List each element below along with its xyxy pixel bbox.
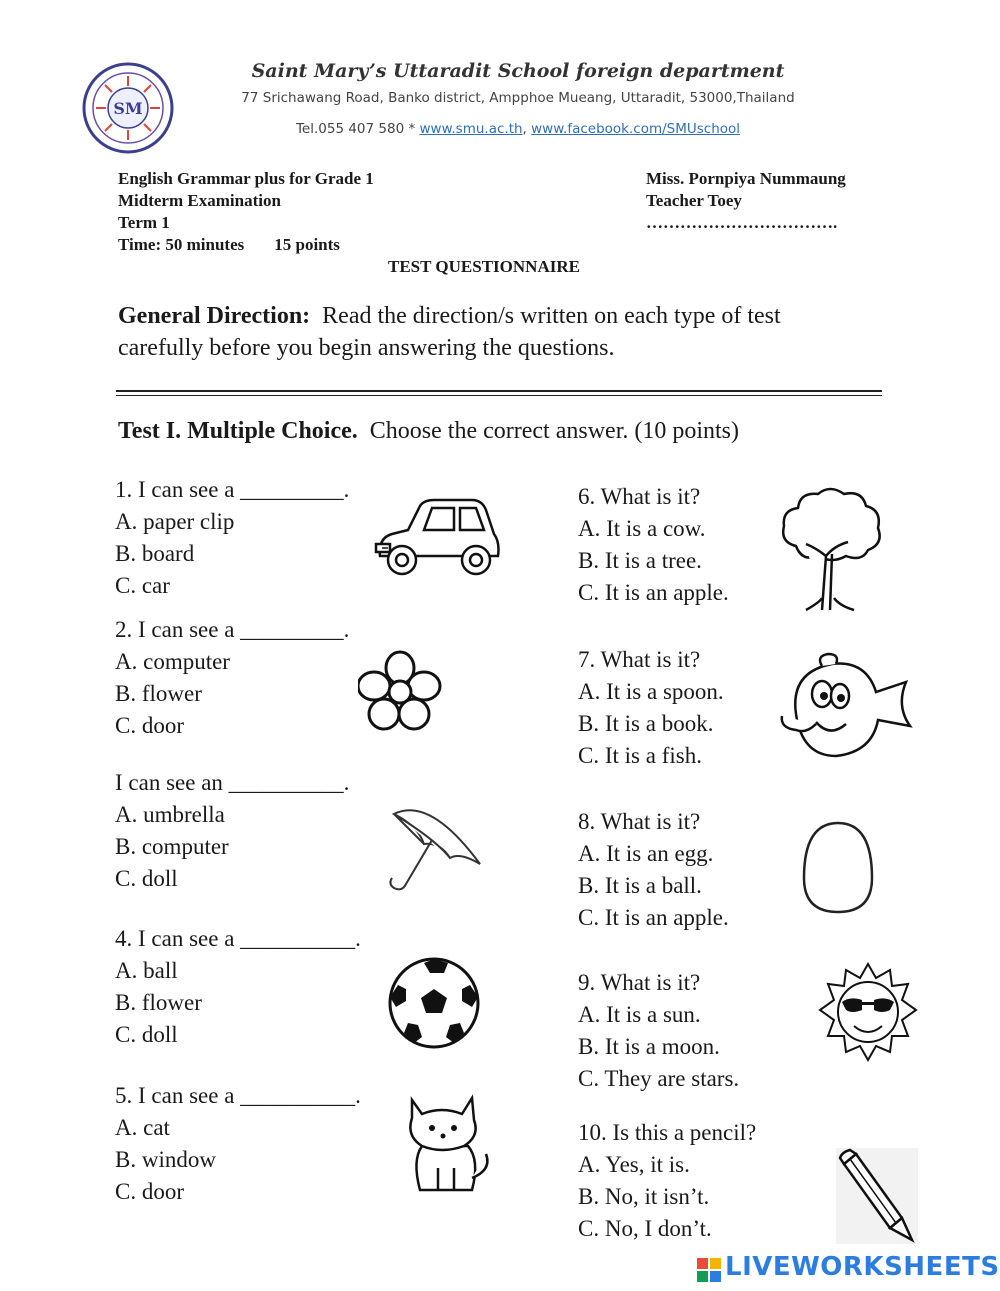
contact-phone: Tel.055 407 580 *: [295, 121, 420, 137]
liveworksheets-logo-icon: [697, 1258, 721, 1282]
option-b[interactable]: B. computer: [115, 834, 229, 859]
direction-label: General Direction:: [118, 303, 311, 329]
question-text: 2. I can see a _________.: [115, 617, 350, 642]
option-c[interactable]: C. It is a fish.: [578, 743, 702, 768]
option-a[interactable]: A. It is a spoon.: [578, 679, 724, 704]
question-5: [115, 1080, 361, 1208]
questionnaire-title: TEST QUESTIONNAIRE: [388, 257, 580, 276]
teacher-name: Miss. Pornpiya Nummaung: [646, 169, 846, 188]
option-a[interactable]: A. computer: [115, 649, 230, 674]
option-a[interactable]: A. umbrella: [115, 802, 225, 827]
option-b[interactable]: B. It is a moon.: [578, 1034, 720, 1059]
question-text: 6. What is it?: [578, 484, 701, 509]
option-b[interactable]: B. flower: [115, 681, 202, 706]
option-a[interactable]: A. It is a sun.: [578, 1002, 701, 1027]
question-10: [578, 1117, 756, 1245]
test-label: Test I. Multiple Choice.: [118, 418, 358, 444]
divider: [116, 390, 882, 392]
question-7: [578, 644, 724, 772]
tree-icon: [776, 486, 886, 612]
signature-line: …………………………….: [646, 213, 838, 232]
exam-name: Midterm Examination: [118, 191, 281, 210]
option-c[interactable]: C. They are stars.: [578, 1066, 740, 1091]
general-direction: [118, 300, 858, 364]
course-title: English Grammar plus for Grade 1: [118, 169, 374, 188]
question-text: 4. I can see a __________.: [115, 926, 361, 951]
question-1: [115, 474, 349, 602]
car-icon: [372, 494, 504, 589]
pencil-icon: [836, 1148, 918, 1244]
option-b[interactable]: B. It is a book.: [578, 711, 714, 736]
test-instruction: Choose the correct answer. (10 points): [369, 418, 740, 444]
option-c[interactable]: C. car: [115, 573, 170, 598]
exam-points: 15 points: [274, 235, 340, 254]
website-link[interactable]: www.smu.ac.th: [419, 121, 523, 137]
sun-icon: [818, 962, 918, 1062]
option-a[interactable]: A. It is a cow.: [578, 516, 706, 541]
teacher-nickname: Teacher Toey: [646, 191, 742, 210]
soccer-ball-icon: [386, 955, 482, 1051]
option-c[interactable]: C. doll: [115, 1022, 178, 1047]
divider: [116, 395, 882, 396]
option-c[interactable]: C. door: [115, 713, 184, 738]
teacher-info: [646, 168, 846, 234]
school-contact: [180, 121, 856, 137]
time-points: [118, 234, 374, 256]
school-name: Saint Mary’s Uttaradit School foreign department: [251, 60, 785, 82]
option-a[interactable]: A. cat: [115, 1115, 170, 1140]
question-3: [115, 767, 349, 895]
logo-text: SM: [113, 99, 143, 118]
option-c[interactable]: C. It is an apple.: [578, 905, 729, 930]
question-2: [115, 614, 349, 742]
egg-icon: [800, 820, 876, 916]
question-6: [578, 481, 729, 609]
option-c[interactable]: C. doll: [115, 866, 178, 891]
test-title: [118, 418, 739, 445]
option-a[interactable]: A. ball: [115, 958, 178, 983]
option-b[interactable]: B. It is a tree.: [578, 548, 702, 573]
option-b[interactable]: B. No, it isn’t.: [578, 1184, 710, 1209]
umbrella-icon: [380, 800, 490, 896]
facebook-link[interactable]: www.facebook.com/SMUschool: [531, 121, 741, 137]
option-c[interactable]: C. door: [115, 1179, 184, 1204]
school-logo: [82, 62, 174, 154]
option-c[interactable]: C. No, I don’t.: [578, 1216, 712, 1241]
flower-icon: [358, 650, 442, 734]
question-text: I can see an __________.: [115, 770, 350, 795]
term: Term 1: [118, 213, 170, 232]
option-b[interactable]: B. flower: [115, 990, 202, 1015]
cat-icon: [398, 1090, 494, 1195]
question-text: 8. What is it?: [578, 809, 701, 834]
question-4: [115, 923, 361, 1051]
question-text: 5. I can see a __________.: [115, 1083, 361, 1108]
contact-separator: ,: [522, 121, 532, 137]
fish-icon: [776, 652, 914, 764]
option-c[interactable]: C. It is an apple.: [578, 580, 729, 605]
option-b[interactable]: B. It is a ball.: [578, 873, 702, 898]
question-text: 9. What is it?: [578, 970, 701, 995]
question-text: 7. What is it?: [578, 647, 701, 672]
direction-text: Read the direction/s written on each type of test carefully before you begin answering the questions.: [118, 303, 781, 361]
option-a[interactable]: A. It is an egg.: [578, 841, 714, 866]
option-b[interactable]: B. window: [115, 1147, 216, 1172]
question-text: 10. Is this a pencil?: [578, 1120, 757, 1145]
exam-time: Time: 50 minutes: [118, 235, 245, 254]
school-address: 77 Srichawang Road, Banko district, Ampphoe Mueang, Uttaradit, 53000,Thailand: [241, 90, 795, 106]
option-a[interactable]: A. Yes, it is.: [578, 1152, 690, 1177]
course-info: [118, 168, 374, 256]
question-text: 1. I can see a _________.: [115, 477, 350, 502]
question-9: [578, 967, 739, 1095]
liveworksheets-brand[interactable]: LIVEWORKSHEETS: [725, 1252, 1000, 1282]
question-8: [578, 806, 729, 934]
option-a[interactable]: A. paper clip: [115, 509, 235, 534]
option-b[interactable]: B. board: [115, 541, 195, 566]
